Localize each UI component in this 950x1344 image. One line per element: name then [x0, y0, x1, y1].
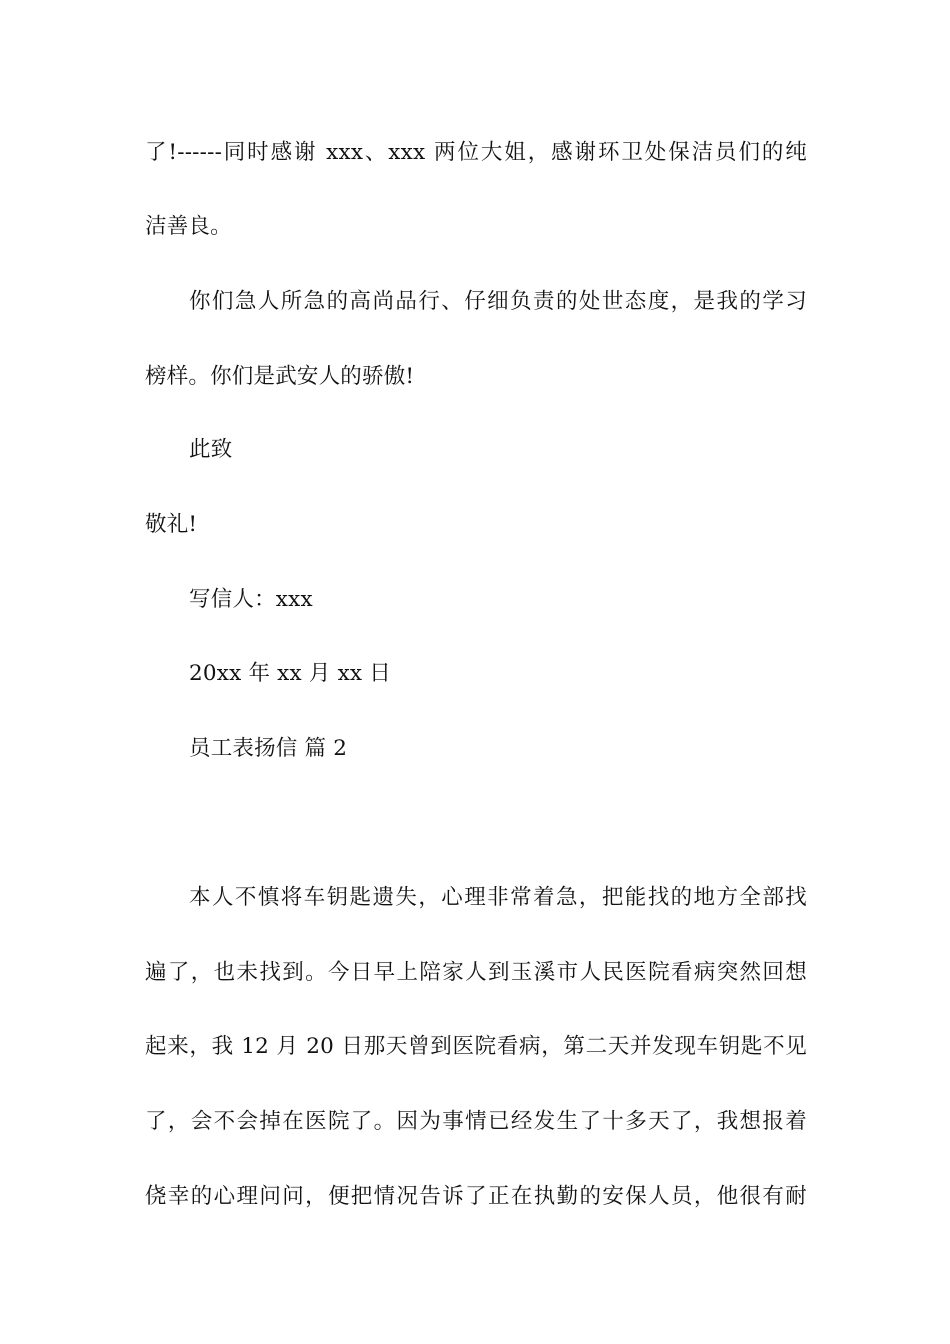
paragraph-line: 洁善良。 — [145, 214, 232, 239]
paragraph-line: 遍了，也未找到。今日早上陪家人到玉溪市人民医院看病突然回想 — [145, 960, 807, 985]
paragraph-line: 你们急人所急的高尚品行、仔细负责的处世态度，是我的学习 — [189, 289, 807, 314]
closing-salutation: 此致 — [189, 437, 233, 462]
section-heading: 员工表扬信 篇 2 — [189, 736, 348, 761]
paragraph-line: 起来，我 12 月 20 日那天曾到医院看病，第二天并发现车钥匙不见 — [145, 1034, 807, 1059]
paragraph-line: 了!------同时感谢 xxx、xxx 两位大姐，感谢环卫处保洁员们的纯 — [145, 140, 807, 165]
closing-regards: 敬礼! — [145, 512, 198, 537]
letter-writer: 写信人：xxx — [189, 587, 313, 612]
paragraph-line: 了，会不会掉在医院了。因为事情已经发生了十多天了，我想报着 — [145, 1109, 807, 1134]
paragraph-line: 侥幸的心理问问，便把情况告诉了正在执勤的安保人员，他很有耐 — [145, 1184, 807, 1209]
letter-date: 20xx 年 xx 月 xx 日 — [189, 661, 391, 686]
paragraph-line: 本人不慎将车钥匙遗失，心理非常着急，把能找的地方全部找 — [189, 885, 807, 910]
paragraph-line: 榜样。你们是武安人的骄傲! — [145, 364, 415, 389]
